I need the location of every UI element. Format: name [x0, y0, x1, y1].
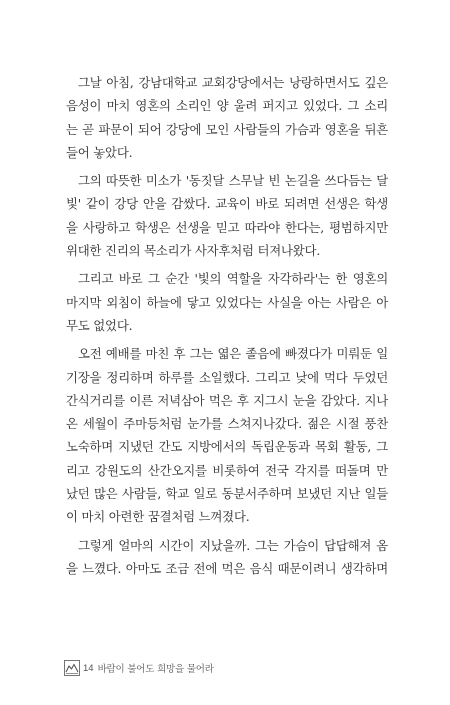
- text-line: 음성이 마치 영혼의 소리인 양 울려 퍼지고 있었다. 그 소리: [66, 98, 388, 114]
- text-line: 는 곧 파문이 되어 강당에 모인 사람들의 가슴과 영혼을 뒤흔: [66, 121, 388, 137]
- paragraph-5: [66, 534, 388, 581]
- text-line: 위대한 진리의 목소리가 사자후처럼 터져나왔다.: [66, 243, 321, 259]
- book-logo-icon: [64, 660, 80, 676]
- text-line: 리고 강원도의 산간오지를 비롯하여 전국 각지를 떠돌며 만: [66, 462, 388, 478]
- text-line: 그리고 바로 그 순간 '빛의 역할을 자각하라'는 한 영혼의: [78, 271, 388, 287]
- text-line: 오전 예배를 마친 후 그는 엷은 졸음에 빠졌다가 미뤄둔 일: [78, 346, 388, 362]
- text-line: 무도 없었다.: [66, 317, 133, 333]
- page-number: 14: [83, 662, 94, 674]
- text-line: 그날 아침, 강남대학교 교회강당에서는 낭랑하면서도 깊은: [78, 75, 388, 90]
- text-line: 마지막 외침이 하늘에 닿고 있었다는 사실을 아는 사람은 아: [66, 294, 388, 310]
- text-line: 간식거리를 이른 저녁삼아 먹은 후 지그시 눈을 감았다. 지나: [66, 392, 388, 408]
- text-line: 노숙하며 지냈던 간도 지방에서의 독립운동과 목회 활동, 그: [66, 439, 388, 455]
- text-line: 온 세월이 주마등처럼 눈가를 스쳐지나갔다. 젊은 시절 풍찬: [66, 416, 388, 432]
- text-line: 그렇게 얼마의 시간이 지났을까. 그는 가슴이 답답해져 옴: [78, 537, 388, 553]
- running-title: 바람이 불어도 희망을 물어라: [97, 664, 214, 675]
- body-text: [66, 71, 388, 585]
- page-footer: [64, 658, 214, 678]
- paragraph-4: [66, 342, 388, 528]
- text-line: 이 마치 아련한 꿈결처럼 느껴졌다.: [66, 509, 250, 525]
- text-line: 빛' 같이 강당 안을 감쌌다. 교육이 바로 되려면 선생은 학생: [66, 196, 388, 212]
- paragraph-3: [66, 267, 388, 337]
- text-line: 났던 많은 사람들, 학교 일로 동분서주하며 보냈던 지난 일들: [66, 486, 388, 502]
- text-line: 기장을 정리하며 하루를 소일했다. 그리고 낮에 먹다 두었던: [66, 369, 388, 385]
- text-line: 을 사랑하고 학생은 선생을 믿고 따라야 한다는, 평범하지만: [66, 219, 388, 235]
- paragraph-1: [66, 71, 388, 164]
- text-line: 들어 놓았다.: [66, 144, 133, 160]
- text-line: 그의 따뜻한 미소가 '동짓달 스무날 빈 논길을 쓰다듬는 달: [78, 173, 388, 189]
- text-line: 을 느꼈다. 아마도 조금 전에 먹은 음식 때문이려니 생각하며: [66, 560, 388, 576]
- paragraph-2: [66, 169, 388, 262]
